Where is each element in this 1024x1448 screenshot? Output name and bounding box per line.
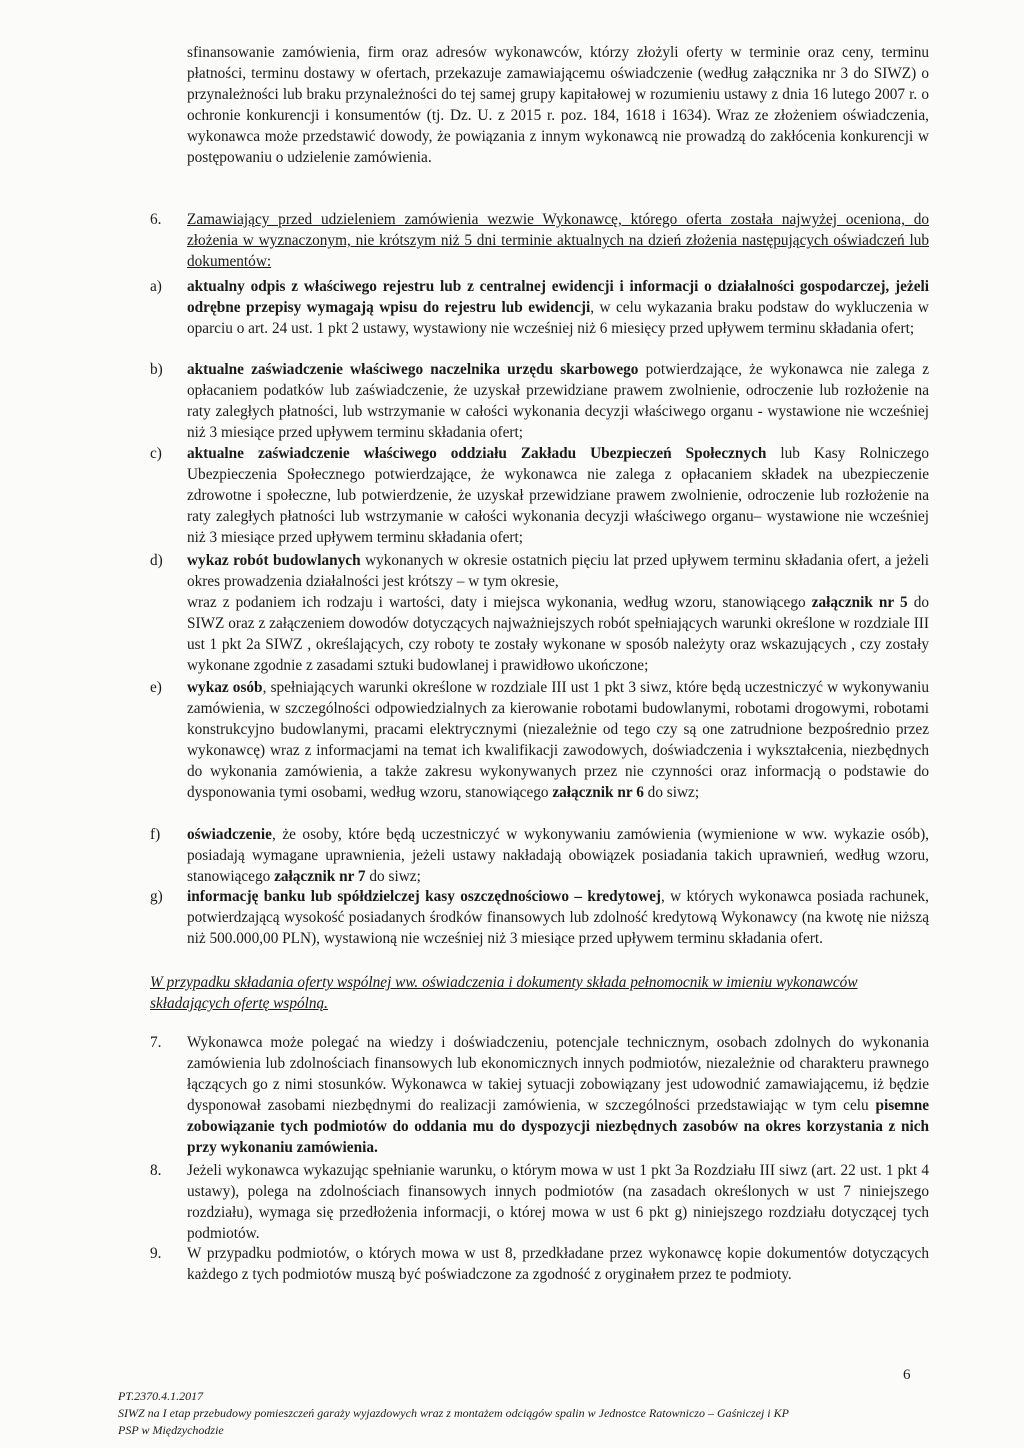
list-item-text: Wykonawca może polegać na wiedzy i doświadczeniu, potencjale technicznym, osobach zdolnych do wykonania zamówienia lub zdolnościach finansowych lub ekonomicznych innych podmiotów, niezależnie od charakteru prawnego łączących go z nimi stosunków. Wykonawca w takiej sytuacji zobowiązany jest udowodnić zamawiającemu, iż będzie dysponował zasobami niezbędnymi do realizacji zamówienia, w szczególności przedstawiając w tym celu (187, 1034, 929, 1114)
sub-item-heading: wykaz osób (187, 679, 263, 696)
sub-item-heading: aktualne zaświadczenie właściwego oddziału Zakładu Ubezpieczeń Społecznych (187, 445, 767, 462)
list-item-8 (150, 1160, 929, 1244)
sub-item-text: , w których wykonawca posiada rachunek, potwierdzającą wysokość posiadanych środków finansowych lub zdolność kredytową Wykonawcy (na kwotę nie niższą niż 500.000,00 PLN), wystawioną nie wcześniej niż 3 miesiące przed upływem terminu składania ofert. (187, 888, 929, 947)
sub-item-heading: aktualne zaświadczenie właściwego naczelnika urzędu skarbowego (187, 361, 639, 378)
sub-item-d (150, 550, 929, 676)
sub-item-text: , w celu wykazania braku podstaw do wykluczenia w oparciu o art. 24 ust. 1 pkt 2 ustawy, wystawiony nie wcześniej niż 6 miesięcy przed upływem terminu składania ofert; (187, 299, 929, 337)
list-number: 6. (150, 211, 162, 228)
sub-item-a (150, 276, 929, 339)
footer-reference: PT.2370.4.1.2017 (118, 1389, 204, 1403)
list-number: 8. (150, 1162, 162, 1179)
sub-item-g (150, 886, 929, 949)
footer-title: SIWZ na I etap przebudowy pomieszczeń garaży wyjazdowych wraz z montażem odciągów spalin w Jednostce Ratowniczo – Gaśniczej i KP (118, 1406, 789, 1420)
attachment-ref: załącznik nr 5 (811, 594, 908, 611)
sub-item-text: potwierdzające, że wykonawca nie zalega z opłacaniem podatków lub zaświadczenie, że uzyskał przewidziane prawem zwolnienie, odroczenie lub rozłożenie na raty zaległych płatności, lub wstrzymanie w całości wykonania decyzji właściwego organu - wystawione nie wcześniej niż 3 miesiące przed upływem terminu składania ofert; (187, 361, 929, 441)
sub-item-text-end: do siwz; (643, 784, 700, 801)
list-item-6 (150, 209, 929, 272)
sub-item-e (150, 677, 929, 803)
sub-letter: d) (150, 552, 163, 569)
sub-letter: f) (150, 826, 161, 843)
footer-title-cont: PSP w Międzychodzie (118, 1423, 224, 1437)
sub-item-text: lub Kasy Rolniczego Ubezpieczenia Społecznego potwierdzające, że wykonawca nie zalega z opłacaniem składek na ubezpieczenie zdrowotne i społeczne, lub potwierdzenie, że uzyskał przewidziane prawem zwolnienie, odroczenie lub rozłożenie na raty zaległych płatności lub wstrzymanie w całości wykonania decyzji właściwego organu– wystawione nie wcześniej niż 3 miesiące przed upływem terminu składania ofert; (187, 445, 930, 546)
sub-item-heading: aktualny odpis z właściwego rejestru lub z centralnej ewidencji i informacji o działalności gospodarczej, jeżeli odrębne przepisy wymagają wpisu do rejestru lub ewidencji (187, 278, 929, 316)
sub-item-f (150, 824, 929, 887)
sub-item-text-2b: do SIWZ oraz z załączeniem dowodów dotyczących najważniejszych robót spełniających warunki określone w rozdziale III ust 1 pkt 2a SIWZ , określających, czy roboty te zostały wykonane w sposób należyty oraz wskazujących , czy zostały wykonane zgodnie z zasadami sztuki budowlanej i prawidłowo ukończone; (187, 594, 930, 674)
sub-item-text: , spełniających warunki określone w rozdziale III ust 1 pkt 3 siwz, które będą uczestniczyć w wykonywaniu zamówienia, w szczególności odpowiedzialnych za kierowanie robotami budowlanymi, robotami drogowymi, robotami konstrukcyjno budowlanymi, pracami elektrycznymi (niezależnie od tego czy są one zatrudnione bezpośrednio przez wykonawcę) wraz z informacjami na temat ich kwalifikacji zawodowych, doświadczenia i wykształcenia, niezbędnych do wykonania zamówienia, a także zakresu wykonywanych przez nie czynności oraz informacją o podstawie do dysponowania tymi osobami, według wzoru, stanowiącego (187, 679, 929, 801)
sub-letter: a) (150, 278, 162, 295)
sub-letter: b) (150, 361, 163, 378)
sub-item-heading: oświadczenie (187, 826, 272, 843)
list-number: 7. (150, 1034, 162, 1051)
page-number: 6 (903, 1367, 911, 1383)
attachment-ref: załącznik nr 6 (552, 784, 644, 801)
attachment-ref: załącznik nr 7 (274, 868, 366, 885)
sub-item-text: , że osoby, które będą uczestniczyć w wykonywaniu zamówienia (wymienione w ww. wykazie osób), posiadają wymagane uprawnienia, jeżeli ustawy nakładają obowiązek posiadania takich uprawnień, według wzoru, stanowiącego (187, 826, 929, 885)
paragraph-continuation: sfinansowanie zamówienia, firm oraz adresów wykonawców, którzy złożyli oferty w terminie oraz ceny, terminu płatności, terminu dostawy w ofertach, przekazuje zamawiającemu oświadczenie (według załącznika nr 3 do SIWZ) o przynależności lub braku przynależności do tej samej grupy kapitałowej w rozumieniu ustawy z dnia 16 lutego 2007 r. o ochronie konkurencji i konsumentów (tj. Dz. U. z 2015 r. poz. 184, 1618 i 1634). Wraz ze złożeniem oświadczenia, wykonawca może przedstawić dowody, że powiązania z innym wykonawcą nie prowadzą do zakłócenia konkurencji w postępowaniu o udzielenie zamówienia. (187, 44, 929, 166)
sub-item-text-2a: wraz z podaniem ich rodzaju i wartości, daty i miejsca wykonania, według wzoru, stanowiącego (187, 594, 812, 611)
list-item-emphasis: pisemne zobowiązanie tych podmiotów do oddania mu do dyspozycji niezbędnych zasobów na okres korzystania z nich przy wykonaniu zamówienia. (187, 1097, 929, 1156)
list-item-text: W przypadku podmiotów, o których mowa w ust 8, przedkładane przez wykonawcę kopie dokumentów dotyczących każdego z tych podmiotów muszą być poświadczone za zgodność z oryginałem przez te podmioty. (187, 1245, 929, 1283)
sub-letter: g) (150, 888, 163, 905)
list-number: 9. (150, 1245, 162, 1262)
list-item-7 (150, 1032, 929, 1158)
sub-item-heading: informację banku lub spółdzielczej kasy oszczędnościowo – kredytowej (187, 888, 661, 905)
sub-item-c (150, 443, 929, 548)
list-item-text: Jeżeli wykonawca wykazując spełnianie warunku, o którym mowa w ust 1 pkt 3a Rozdziału III siwz (art. 22 ust. 1 pkt 4 ustawy), polega na zdolnościach finansowych innych podmiotów (na zasadach określonych w ust 7 niniejszego rozdziału), wymaga się przedłożenia informacji, o której mowa w ust 6 pkt g) niniejszego rozdziału dotyczącej tych podmiotów. (187, 1162, 929, 1242)
sub-item-b (150, 359, 929, 443)
sub-item-text-end: do siwz; (365, 868, 421, 885)
sub-item-heading: wykaz robót budowlanych (187, 552, 361, 569)
joint-offer-note: W przypadku składania oferty wspólnej ww. oświadczenia i dokumenty składa pełnomocnik w imieniu wykonawców składających ofertę wspólną. (150, 974, 858, 1012)
list-item-text: Zamawiający przed udzieleniem zamówienia wezwie Wykonawcę, którego oferta została najwyżej oceniona, do złożenia w wyznaczonym, nie krótszym niż 5 dni terminie aktualnych na dzień złożenia następujących oświadczeń lub dokumentów: (187, 211, 929, 270)
list-item-9 (150, 1243, 929, 1285)
sub-item-text: wykonanych w okresie ostatnich pięciu lat przed upływem terminu składania ofert, a jeżeli okres prowadzenia działalności jest krótszy – w tym okresie, (187, 552, 929, 590)
sub-letter: c) (150, 445, 162, 462)
sub-letter: e) (150, 679, 162, 696)
